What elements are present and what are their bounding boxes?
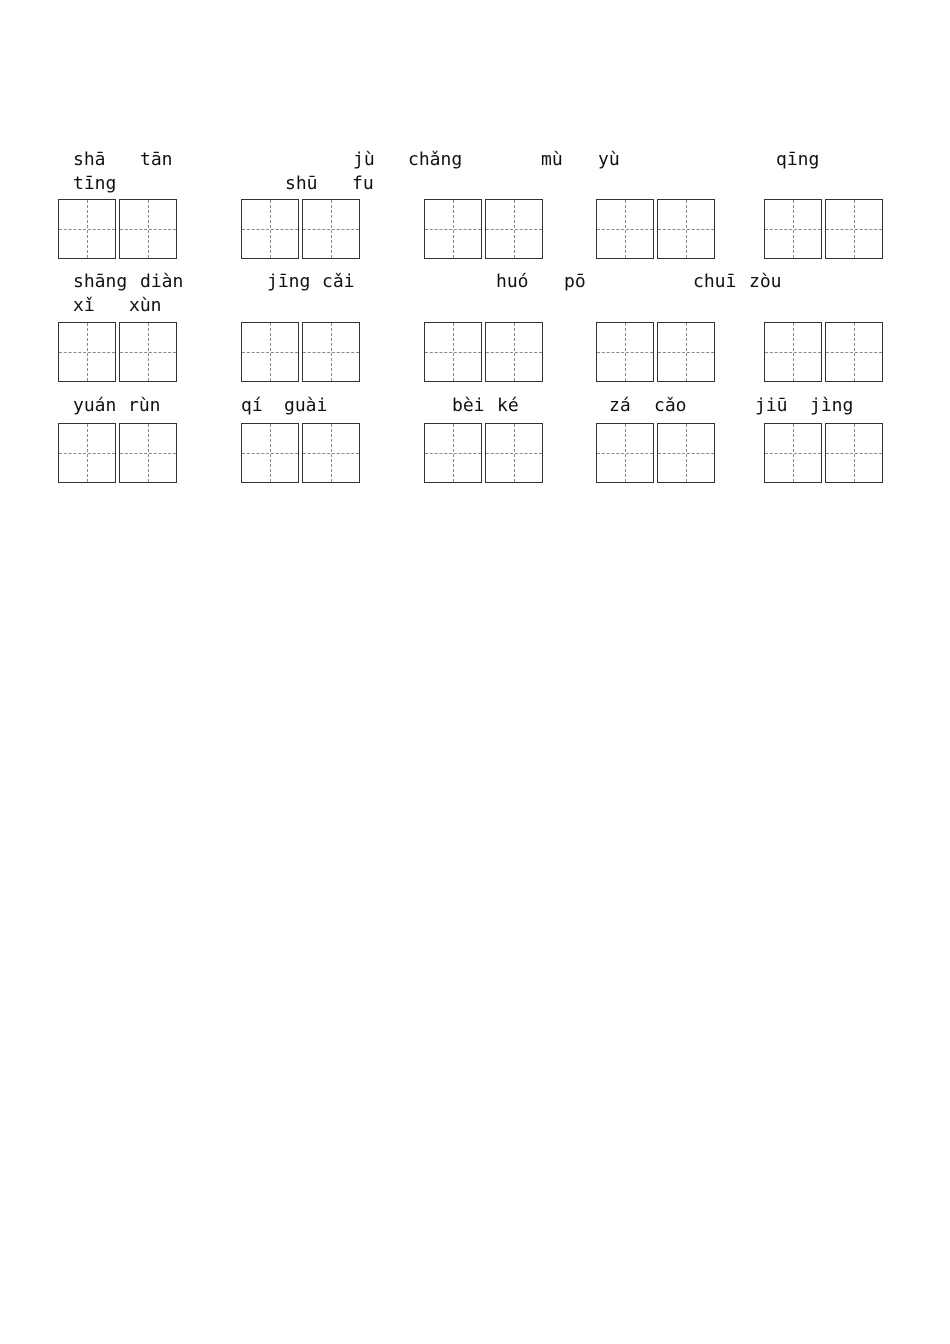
pinyin-label: guài	[284, 395, 328, 416]
pinyin-label: yù	[598, 149, 620, 170]
pinyin-label: cǎi	[322, 271, 355, 292]
pinyin-label: huó	[496, 271, 529, 292]
writing-cell[interactable]	[58, 322, 116, 382]
writing-cell[interactable]	[596, 322, 654, 382]
writing-cell[interactable]	[825, 199, 883, 259]
writing-cell[interactable]	[657, 322, 715, 382]
pinyin-label: ké	[497, 395, 519, 416]
pinyin-label: jiū	[755, 395, 788, 416]
writing-cell[interactable]	[241, 322, 299, 382]
pinyin-label: pō	[564, 271, 586, 292]
writing-cell[interactable]	[302, 199, 360, 259]
pinyin-label: chuī	[693, 271, 737, 292]
pinyin-label: diàn	[140, 271, 184, 292]
pinyin-label: shā	[73, 149, 106, 170]
pinyin-label: qīng	[776, 149, 820, 170]
writing-cell[interactable]	[764, 199, 822, 259]
writing-cell[interactable]	[596, 423, 654, 483]
writing-cell[interactable]	[764, 322, 822, 382]
writing-cell[interactable]	[424, 199, 482, 259]
pinyin-label: zá	[609, 395, 631, 416]
writing-cell[interactable]	[485, 199, 543, 259]
pinyin-label: jìng	[810, 395, 854, 416]
writing-cell[interactable]	[302, 423, 360, 483]
pinyin-label: rùn	[128, 395, 161, 416]
pinyin-label: shū	[285, 173, 318, 194]
pinyin-label: chǎng	[408, 149, 463, 170]
pinyin-label: jīng	[267, 271, 311, 292]
writing-cell[interactable]	[825, 423, 883, 483]
writing-cell[interactable]	[241, 423, 299, 483]
writing-cell[interactable]	[424, 322, 482, 382]
writing-cell[interactable]	[596, 199, 654, 259]
writing-cell[interactable]	[241, 199, 299, 259]
writing-cell[interactable]	[764, 423, 822, 483]
writing-cell[interactable]	[58, 423, 116, 483]
pinyin-label: qí	[241, 395, 263, 416]
writing-cell[interactable]	[119, 322, 177, 382]
writing-cell[interactable]	[424, 423, 482, 483]
pinyin-label: yuán	[73, 395, 117, 416]
writing-cell[interactable]	[825, 322, 883, 382]
writing-cell[interactable]	[119, 423, 177, 483]
pinyin-label: tīng	[73, 173, 117, 194]
pinyin-label: jù	[353, 149, 375, 170]
pinyin-label: xùn	[129, 295, 162, 316]
pinyin-label: cǎo	[654, 395, 687, 416]
pinyin-label: zòu	[749, 271, 782, 292]
pinyin-label: tān	[140, 149, 173, 170]
writing-cell[interactable]	[485, 322, 543, 382]
writing-cell[interactable]	[58, 199, 116, 259]
writing-cell[interactable]	[657, 423, 715, 483]
writing-cell[interactable]	[657, 199, 715, 259]
pinyin-label: xǐ	[73, 295, 95, 316]
writing-cell[interactable]	[119, 199, 177, 259]
writing-cell[interactable]	[302, 322, 360, 382]
pinyin-label: bèi	[452, 395, 485, 416]
writing-cell[interactable]	[485, 423, 543, 483]
pinyin-label: fu	[352, 173, 374, 194]
pinyin-label: shāng	[73, 271, 128, 292]
pinyin-label: mù	[541, 149, 563, 170]
